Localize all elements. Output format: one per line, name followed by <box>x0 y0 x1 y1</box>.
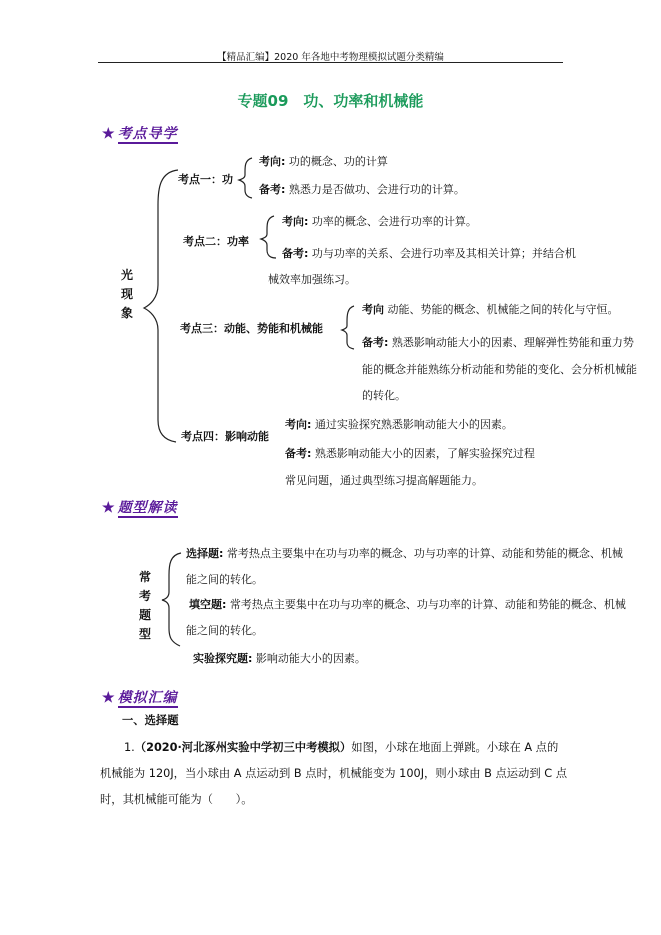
section-label: 考点导学 <box>117 126 178 142</box>
kaodian-3-label: 考点三：动能、势能和机械能 <box>180 322 323 335</box>
section-heading-tixing <box>102 497 178 517</box>
kaodian-4-kaoxiang: 考向: 通过实验探究熟悉影响动能大小的因素。 <box>285 418 513 431</box>
page-title: 专题09 功、功率和机械能 <box>237 92 424 110</box>
types-root: 常考题型 <box>138 570 151 641</box>
question-group-heading: 一、选择题 <box>122 714 179 727</box>
section-heading-moni <box>102 687 178 707</box>
kaodian-1-kaoxiang: 考向: 功的概念、功的计算 <box>259 155 388 168</box>
kaodian-3-beikao-cont1: 能的概念并能熟练分析动能和势能的变化、会分析机械能 <box>362 363 637 376</box>
kaodian-4-beikao: 备考: 熟悉影响动能大小的因素，了解实验探究过程 <box>285 447 535 460</box>
question-1-line2: 机械能为 120J，当小球由 A 点运动到 B 点时，机械能变为 100J，则小球由 B 点运动到 C 点 <box>100 767 568 780</box>
type-experiment: 实验探究题: 影响动能大小的因素。 <box>193 652 366 665</box>
kaodian-4-beikao-cont: 常见问题，通过典型练习提高解题能力。 <box>285 474 483 487</box>
kaodian-2-beikao: 备考: 功与功率的关系、会进行功率及其相关计算；并结合机 <box>282 247 576 260</box>
question-1-line3: 时，其机械能可能为（ ）。 <box>100 793 253 806</box>
kaodian-4-label: 考点四：影响动能 <box>181 430 269 443</box>
star-icon: ★ <box>102 690 116 706</box>
kaodian-3-beikao: 备考: 熟悉影响动能大小的因素、理解弹性势能和重力势 <box>362 336 634 349</box>
question-1-line1: 1.（2020·河北涿州实验中学初三中考模拟）如图，小球在地面上弹跳。小球在 A 点的 <box>124 741 559 754</box>
kaodian-1-label: 考点一：功 <box>178 173 233 186</box>
kaodian-3-kaoxiang: 考向 动能、势能的概念、机械能之间的转化与守恒。 <box>362 303 619 316</box>
type-choice: 选择题: 常考热点主要集中在功与功率的概念、功与功率的计算、动能和势能的概念、机械 <box>186 547 623 560</box>
type-fill-cont: 能之间的转化。 <box>186 624 263 637</box>
page-header: 【精品汇编】2020 年各地中考物理模拟试题分类精编 <box>217 52 444 63</box>
kaodian-1-beikao: 备考: 熟悉力是否做功、会进行功的计算。 <box>259 183 465 196</box>
kaodian-2-label: 考点二：功率 <box>183 235 249 248</box>
mindmap-root: 光现象 <box>120 268 133 320</box>
type-choice-cont: 能之间的转化。 <box>186 573 263 586</box>
kaodian-2-beikao-cont: 械效率加强练习。 <box>268 273 356 286</box>
kaodian-3-beikao-cont2: 的转化。 <box>362 389 406 402</box>
section-label: 模拟汇编 <box>117 690 178 706</box>
type-fill: 填空题: 常考热点主要集中在功与功率的概念、功与功率的计算、动能和势能的概念、机械 <box>189 598 626 611</box>
star-icon: ★ <box>102 126 116 142</box>
star-icon: ★ <box>102 500 116 516</box>
section-label: 题型解读 <box>117 500 178 516</box>
kaodian-2-kaoxiang: 考向: 功率的概念、会进行功率的计算。 <box>282 215 477 228</box>
